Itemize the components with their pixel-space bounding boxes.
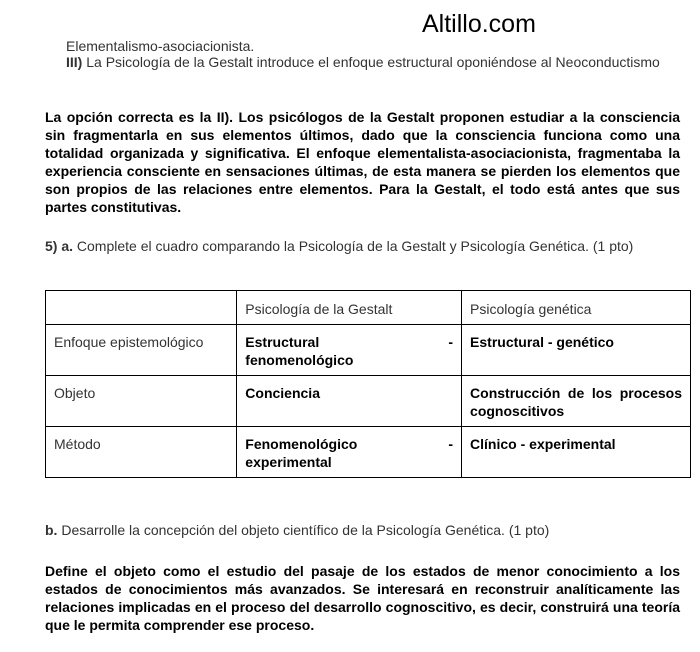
table-header-genetic: Psicología genética xyxy=(462,291,691,325)
table-row xyxy=(46,427,691,478)
cell-gestalt-metodo xyxy=(237,427,462,478)
question-5b-text: Desarrolle la concepción del objeto científico de la Psicología Genética. (1 pto) xyxy=(57,522,550,538)
row-label-objeto: Objeto xyxy=(46,376,237,427)
table-header-gestalt: Psicología de la Gestalt xyxy=(237,291,462,325)
cell-text: Fenomenológico xyxy=(245,436,358,452)
cell-text: fenomenológico xyxy=(245,352,354,368)
question-5b-letter: b. xyxy=(45,522,58,538)
intro-line-1: Elementalismo-asociacionista. xyxy=(66,38,255,54)
table-header-empty xyxy=(46,291,237,325)
table-row xyxy=(46,376,691,427)
question-5a-text: Complete el cuadro comparando la Psicología de la Gestalt y Psicología Genética. (1 pto) xyxy=(73,238,634,254)
table-header-row xyxy=(46,291,691,325)
answer-4-paragraph: La opción correcta es la II). Los psicólogos de la Gestalt proponen estudiar a la consciencia sin fragmentarla en sus elementos últimos, dado que la consciencia funciona como una totalidad organizada y significativa. El enfoque elementalista-asociacionista, fragmentaba la experiencia consciente en sensaciones últimas, de esta manera se pierden los elementos que son propios de las relaciones entre elementos. Para la Gestalt, el todo está antes que sus partes constitutivas. xyxy=(45,109,680,215)
cell-text: experimental xyxy=(245,454,332,470)
dash: - xyxy=(448,334,454,350)
cell-gestalt-objeto: Conciencia xyxy=(237,376,462,427)
cell-genetic-objeto: Construcción de los procesos cognoscitivos xyxy=(462,376,691,427)
dash: - xyxy=(448,436,454,452)
cell-genetic-metodo: Clínico - experimental xyxy=(462,427,691,478)
roman-numeral: III) xyxy=(66,54,83,70)
cell-text: Estructural xyxy=(245,334,320,350)
comparison-table xyxy=(45,290,691,478)
answer-5b-paragraph: Define el objeto como el estudio del pasaje de los estados de menor conocimiento a los estados de conocimientos más avanzados. Se interesará en reconstruir analíticamente las relaciones implicadas en el proceso del desarrollo cognoscitivo, es decir, construirá una teoría que le permita comprender ese proceso. xyxy=(45,563,680,633)
cell-gestalt-enfoque xyxy=(237,325,462,376)
table-row xyxy=(46,325,691,376)
watermark-text: Altillo.com xyxy=(422,10,536,38)
cell-genetic-enfoque: Estructural - genético xyxy=(462,325,691,376)
intro-line-2-text: La Psicología de la Gestalt introduce el enfoque estructural oponiéndose al Neoconductismo xyxy=(82,54,660,70)
row-label-enfoque: Enfoque epistemológico xyxy=(46,325,237,376)
question-5a-number: 5) a. xyxy=(45,238,74,254)
row-label-metodo: Método xyxy=(46,427,237,478)
question-5b xyxy=(45,522,685,538)
intro-paragraph xyxy=(66,38,666,70)
intro-line-2 xyxy=(66,54,666,70)
question-5a xyxy=(45,238,685,254)
